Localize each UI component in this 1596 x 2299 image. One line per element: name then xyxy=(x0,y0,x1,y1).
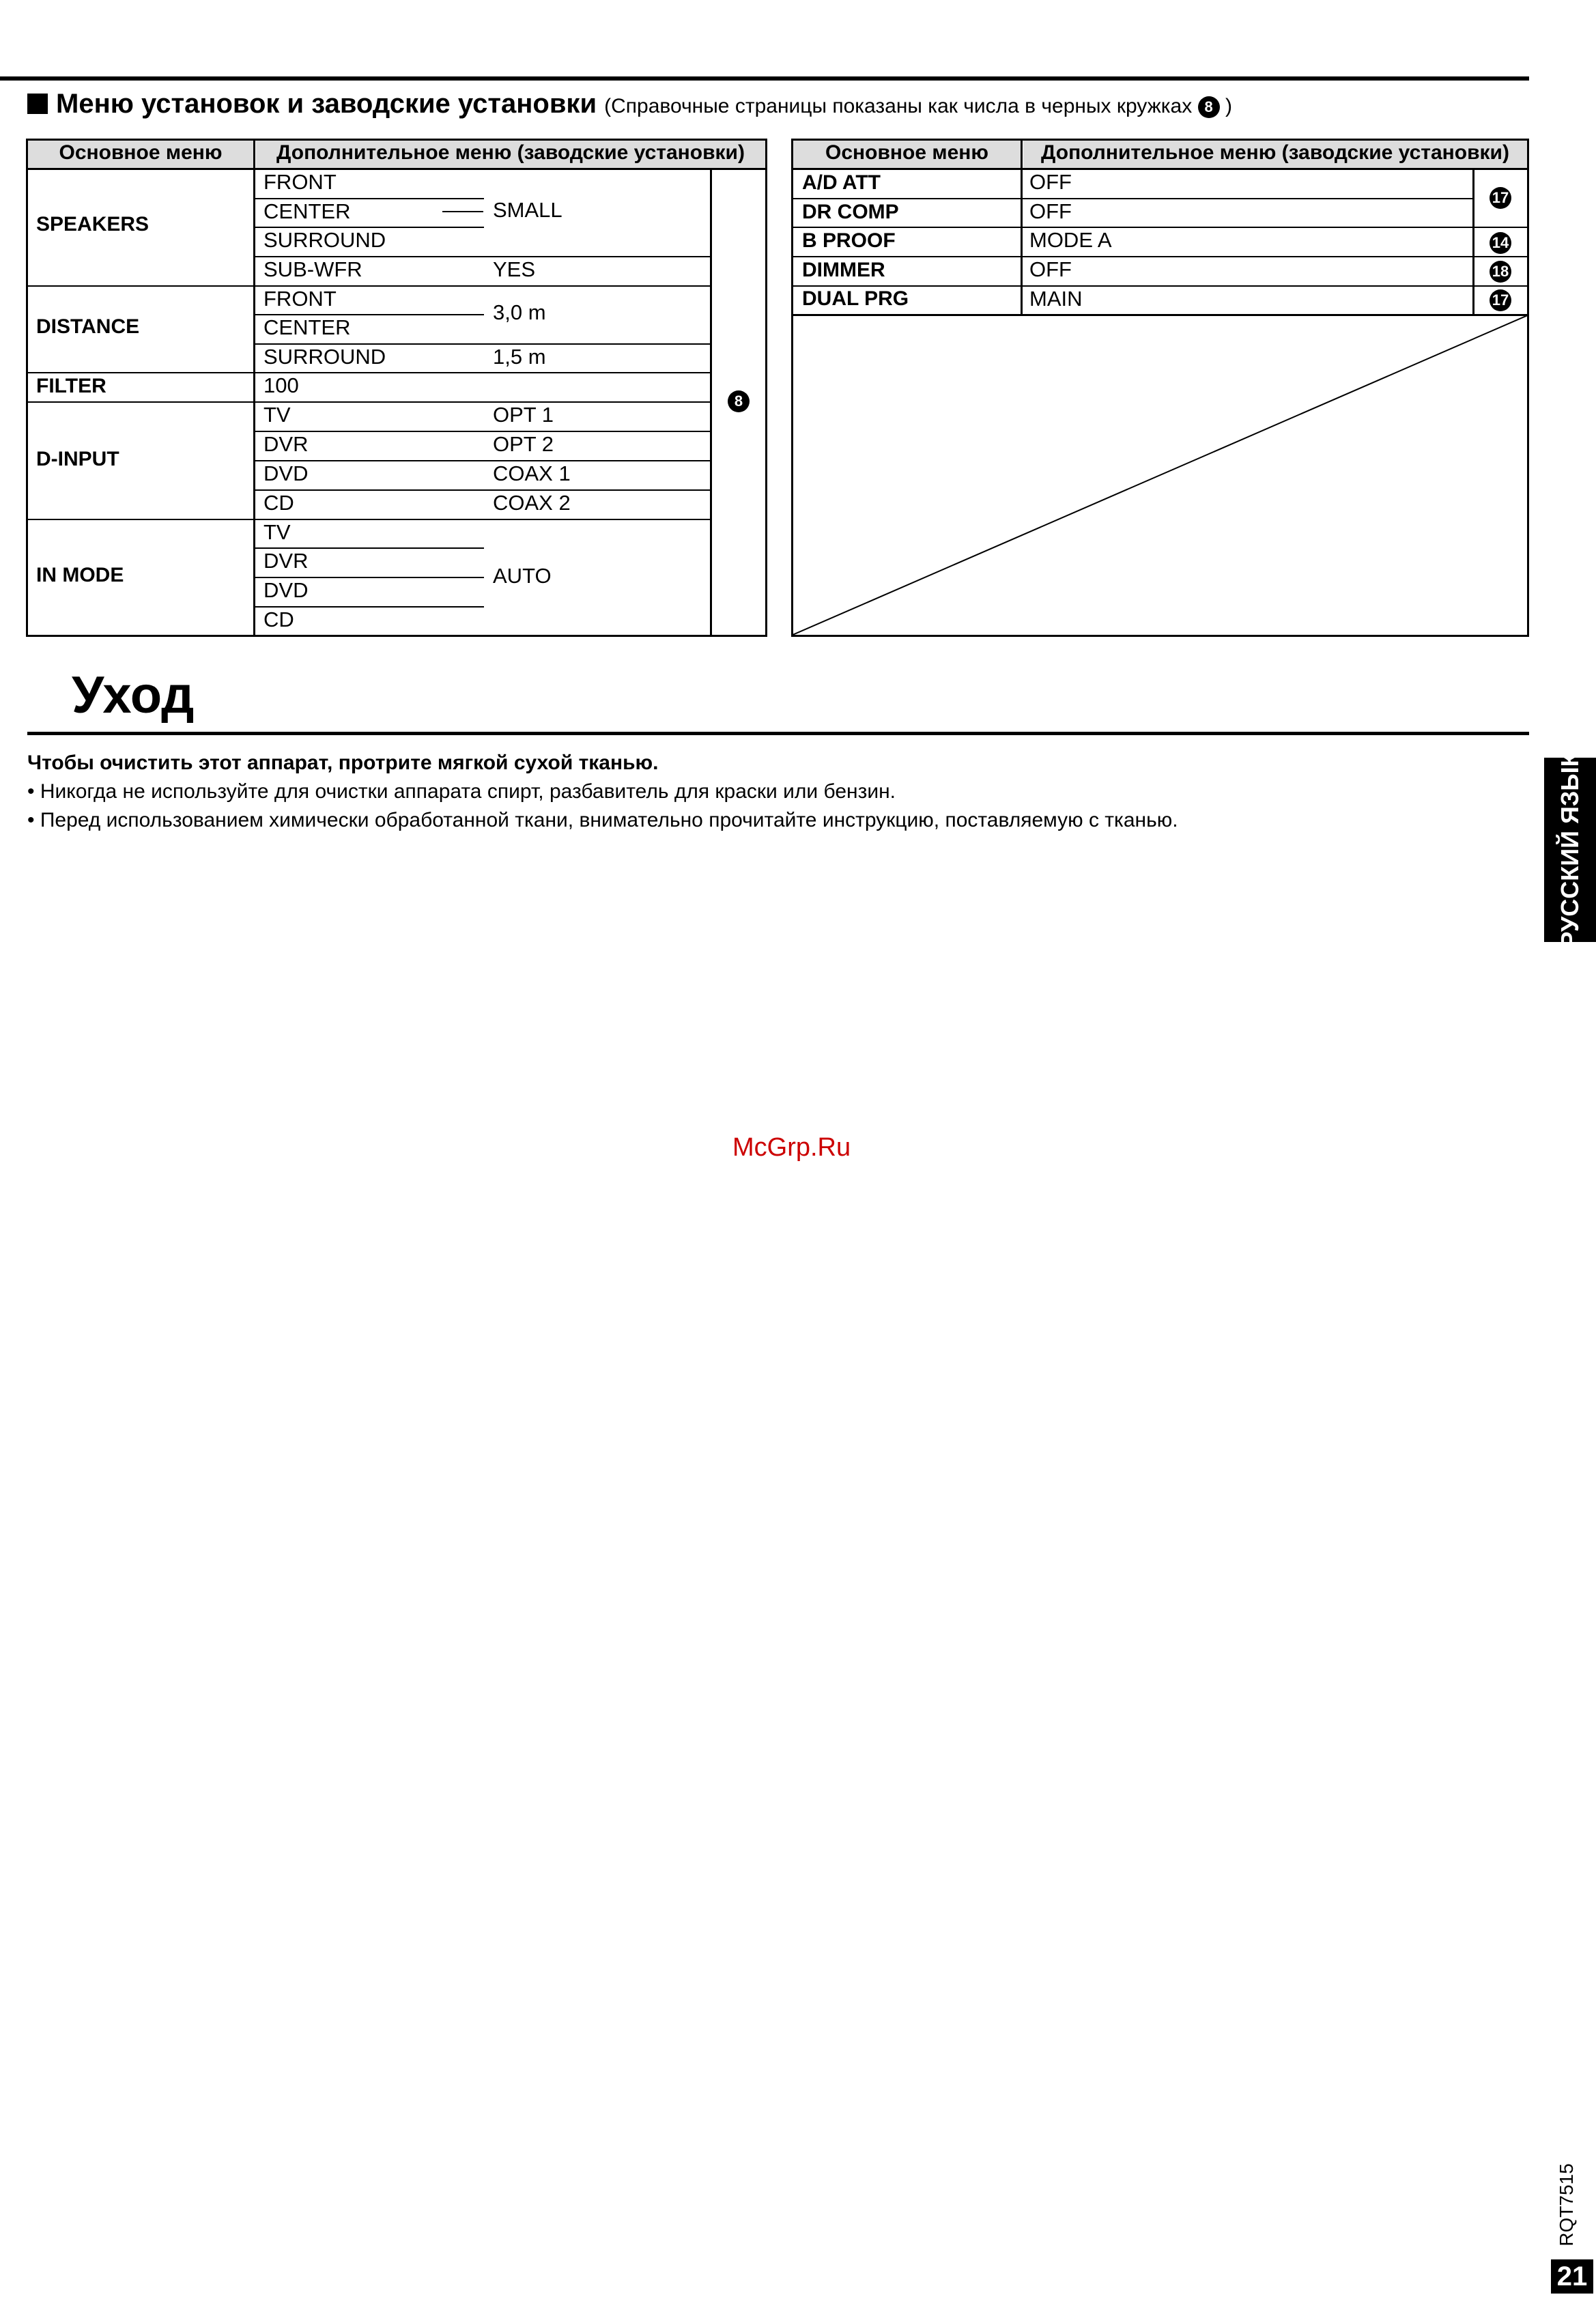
right-row-line xyxy=(791,198,1472,199)
right-row-sub: OFF xyxy=(1029,170,1072,194)
ref-circle-right: 17 xyxy=(1490,187,1511,209)
row-label-inmode: IN MODE xyxy=(36,564,124,586)
care-bullet: • Перед использованием химически обработанной ткани, внимательно прочитайте инструкцию, поставляемую с тканью. xyxy=(27,809,1178,831)
sub-line xyxy=(255,460,712,461)
right-header-sub: Дополнительное меню (заводские установки) xyxy=(1023,141,1527,168)
sep-dinput xyxy=(26,519,712,520)
distance-item: SURROUND xyxy=(263,345,386,369)
right-header-main: Основное меню xyxy=(793,141,1021,168)
row-label-dinput: D-INPUT xyxy=(36,448,119,470)
left-header-line xyxy=(26,168,767,170)
dinput-item: TV xyxy=(263,403,291,427)
dinput-value: OPT 1 xyxy=(493,403,554,427)
language-side-tab xyxy=(1544,752,1596,948)
inmode-value: AUTO xyxy=(493,564,552,588)
right-row-main: DIMMER xyxy=(802,259,885,281)
empty-area-diagonal xyxy=(791,315,1529,637)
dinput-value: OPT 2 xyxy=(493,432,554,456)
model-code-text: RQT7515 xyxy=(1556,2163,1577,2246)
subtitle-close: ) xyxy=(1225,95,1232,117)
sep-filter xyxy=(26,401,712,403)
inmode-item: TV xyxy=(263,520,291,544)
speakers-item: CENTER xyxy=(263,199,351,223)
distance-value-a: 3,0 m xyxy=(493,300,546,324)
speakers-item: SURROUND xyxy=(263,228,386,252)
distance-item: CENTER xyxy=(263,315,351,339)
inmode-item: DVR xyxy=(263,549,309,573)
menu-section-title-text: Меню установок и заводские установки xyxy=(56,89,597,119)
dinput-item: DVR xyxy=(263,432,309,456)
connector-small xyxy=(442,211,483,212)
bullet-square xyxy=(27,94,48,114)
speakers-item: FRONT xyxy=(263,170,337,194)
dinput-item: DVD xyxy=(263,461,309,485)
left-header-sub: Дополнительное меню (заводские установки) xyxy=(256,141,765,168)
care-bullet: • Никогда не используйте для очистки аппарата спирт, разбавитель для краски или бензин. xyxy=(27,780,896,803)
ref-circle-right: 17 xyxy=(1490,289,1511,311)
speakers-value-small: SMALL xyxy=(493,198,562,222)
inmode-item: DVD xyxy=(263,578,309,602)
left-header-main: Основное меню xyxy=(28,141,253,168)
connector-distance xyxy=(442,314,483,315)
subtitle-text: (Справочные страницы показаны как числа в черных кружках xyxy=(604,95,1193,117)
right-row-main: A/D ATT xyxy=(802,171,881,194)
row-label-distance: DISTANCE xyxy=(36,315,140,338)
sep-distance xyxy=(26,372,712,373)
right-header-line xyxy=(791,168,1529,170)
menu-section-subtitle xyxy=(604,95,1232,117)
top-rule xyxy=(0,76,1529,81)
language-side-tab-text: РУССКИЙ ЯЗЫК xyxy=(1556,752,1584,948)
sub-line xyxy=(255,431,712,432)
inmode-item: CD xyxy=(263,608,294,631)
speakers-item: SUB-WFR xyxy=(263,257,362,281)
distance-item: FRONT xyxy=(263,287,337,311)
filter-value: 100 xyxy=(263,373,299,397)
ref-circle-left: 8 xyxy=(728,390,750,412)
sep-speakers xyxy=(26,285,712,287)
ref-circle: 8 xyxy=(1198,96,1220,118)
ref-circle-right: 18 xyxy=(1490,261,1511,283)
distance-value-b: 1,5 m xyxy=(493,345,546,369)
right-row-sub: MODE A xyxy=(1029,228,1112,252)
right-row-sub: MAIN xyxy=(1029,287,1083,311)
page-number: 21 xyxy=(1551,2259,1593,2294)
care-lead: Чтобы очистить этот аппарат, протрите мягкой сухой тканью. xyxy=(27,752,659,774)
model-code xyxy=(1546,2157,1587,2253)
right-row-sub: OFF xyxy=(1029,199,1072,223)
right-row-sub: OFF xyxy=(1029,257,1072,281)
connector-auto xyxy=(442,577,483,578)
dinput-value: COAX 1 xyxy=(493,461,571,485)
watermark: McGrp.Ru xyxy=(732,1133,851,1162)
care-title: Уход xyxy=(72,666,195,724)
care-rule xyxy=(27,732,1529,735)
right-row-main: DR COMP xyxy=(802,201,899,223)
right-ref-divider xyxy=(1472,168,1474,315)
ref-circle-right: 14 xyxy=(1490,232,1511,254)
row-label-filter: FILTER xyxy=(36,375,106,397)
sub-line xyxy=(255,489,712,491)
menu-section-title xyxy=(27,89,1232,119)
dinput-value: COAX 2 xyxy=(493,491,571,515)
right-row-main: B PROOF xyxy=(802,229,896,252)
right-row-main: DUAL PRG xyxy=(802,287,909,310)
right-row-line xyxy=(791,227,1529,228)
dinput-item: CD xyxy=(263,491,294,515)
left-col-divider xyxy=(253,139,255,637)
speakers-value-yes: YES xyxy=(493,257,536,281)
right-row-line xyxy=(791,285,1529,287)
right-row-line xyxy=(791,256,1529,257)
row-label-speakers: SPEAKERS xyxy=(36,213,149,235)
